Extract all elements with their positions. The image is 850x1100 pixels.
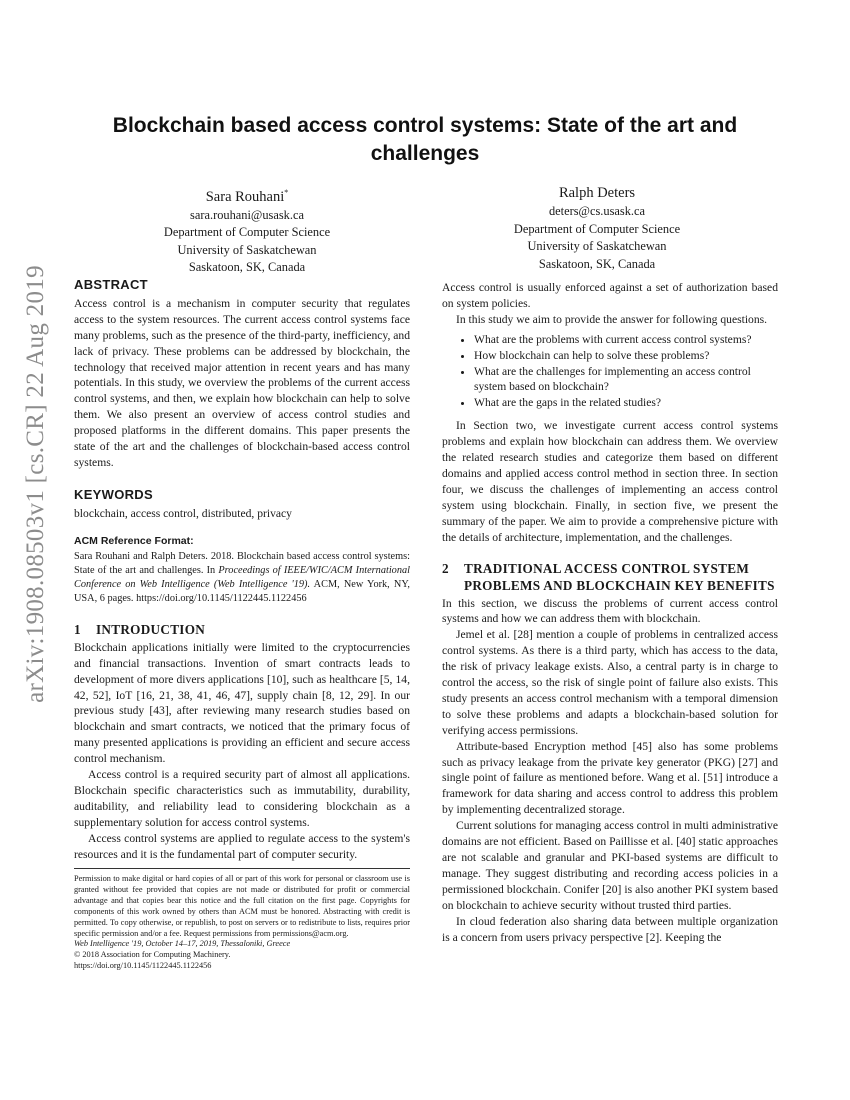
author-block-2 <box>467 183 727 273</box>
right-column <box>442 280 778 945</box>
section-title: INTRODUCTION <box>96 621 206 637</box>
author-name: Sara Rouhani* <box>205 188 289 205</box>
section2-paragraph: Attribute-based Encryption method [45] also has some problems such as privacy leakage from the private key generator (PKG) [27] and single point of failure as mentioned before. Wang et al. [51] introduce a framework for data sharing and access control to address this problem by implementing decentralized storage. <box>442 739 778 817</box>
arxiv-id: arXiv:1908.08503v1 [cs.CR] 22 Aug 2019 <box>22 265 49 703</box>
section-title: TRADITIONAL ACCESS CONTROL SYSTEM PROBLEMS AND BLOCKCHAIN KEY BENEFITS <box>464 560 775 593</box>
intro-heading <box>74 621 410 638</box>
author-location: Saskatoon, SK, Canada <box>188 260 306 275</box>
intro-paragraph: Access control systems are applied to regulate access to the system's resources and it is the fundamental part of computer security. <box>74 831 410 861</box>
section2-paragraph: In cloud federation also sharing data between multiple organization is a concern from users privacy perspective [2]. Keeping the <box>442 914 778 944</box>
keywords-heading: KEYWORDS <box>74 486 153 502</box>
doi: https://doi.org/10.1145/1122445.1122456 <box>74 961 212 971</box>
section2-paragraph: Current solutions for managing access control in multi administrative domains are not efficient. Based on Paillisse et al. [40] static approaches are not scalable and granular and PKI-based systems are difficult to manage. They suggest distributing and recording access policies in a permissioned blockchain. Conifer [20] is also another PKI system based on blockchain to achieve security without trusted third parties. <box>442 819 778 912</box>
list-item: • What are the problems with current access control systems? <box>474 332 778 348</box>
question-list <box>442 332 778 412</box>
section2-paragraph: Jemel et al. [28] mention a couple of problems in centralized access control systems. As there is a third party, which has access to the data, the risk of privacy leakage exists. Also, a central party is in charge to control the access, so the risk of single point of failure also exists. This study presents an access control mechanism with a temporal dimension to solve these problems and adapts a blockchain-based solution for verifying access permissions. <box>442 628 778 737</box>
list-item: • What are the challenges for implementing an access control system based on blockchain? <box>474 364 778 396</box>
author-email: deters@cs.usask.ca <box>548 204 646 218</box>
intro-paragraph: Access control is a required security part of almost all applications. Blockchain specific characteristics such as immutability, durability, auditability, and reliability lead to considering blockchain as a supplementary solution for access control systems. <box>74 768 410 829</box>
permission-notice: Permission to make digital or hard copies of all or part of this work for personal or classroom use is granted without fee provided that copies are not made or distributed for profit or commercial advantage and that copies bear this notice and the full citation on the first page. Copyrights for components of this work owned by others than ACM must be honored. Abstracting with credit is permitted. To copy otherwise, or republish, to post on servers or to redistribute to lists, requires prior specific permission and/or a fee. Request permissions from permissions@acm.org. <box>74 874 410 938</box>
arxiv-stamp <box>18 265 54 703</box>
author-univ: University of Saskatchewan <box>177 242 317 257</box>
acm-reference-text: Sara Rouhani and Ralph Deters. 2018. Blockchain based access control systems: State of the art and challenges. In Proceedings of IEEE/WIC/ACM International Conference on Web Intelligence (Web Intelligence '19). ACM, New York, NY, USA, 6 pages. https://doi.org/10.1145/1122445.1122456 <box>74 550 410 605</box>
intro-continued: Access control is usually enforced against a set of authorization based on system policies. <box>442 281 778 310</box>
author-dept: Department of Computer Science <box>163 225 331 240</box>
author-univ: University of Saskatchewan <box>527 239 667 253</box>
section-number: 2 <box>442 560 449 576</box>
section-number: 1 <box>74 621 81 637</box>
abstract-heading: ABSTRACT <box>74 277 148 292</box>
section2-heading <box>442 560 778 594</box>
author-dept: Department of Computer Science <box>513 221 681 236</box>
author-block-1 <box>117 183 377 277</box>
author-location: Saskatoon, SK, Canada <box>538 256 656 271</box>
paper-title: Blockchain based access control systems: State of the art and challenges <box>112 114 738 165</box>
questions-intro: In this study we aim to provide the answer for following questions. <box>456 312 768 326</box>
author-name: Ralph Deters <box>558 185 636 201</box>
acm-reference-heading: ACM Reference Format: <box>74 534 194 547</box>
paper-outline: In Section two, we investigate current access control systems problems and explain how blockchain can address them. We overview the related research studies and categorize them based on different domains and applied access control method in section three. In section four, we discuss the challenges of implementing an access control system using blockchain. Finally, in section five, we present the summary of the paper. We aim to provide a comprehensive picture with the details of architecture, implementation, and the challenges. <box>442 419 778 544</box>
author-email: sara.rouhani@usask.ca <box>190 207 304 222</box>
list-item: • What are the gaps in the related studies? <box>474 395 778 411</box>
copyright: © 2018 Association for Computing Machinery. <box>74 950 231 960</box>
section2-paragraph: In this section, we discuss the problems of current access control systems and how we can address them with blockchain. <box>442 596 778 626</box>
left-column <box>74 277 410 862</box>
keywords-text: blockchain, access control, distributed, privacy <box>74 506 292 520</box>
intro-paragraph: Blockchain applications initially were limited to the cryptocurrencies and financial transactions. Invention of smart contracts leads to development of more divers applications [10], such as healthcare [5, 14, 42, 52], IoT [16, 21, 38, 41, 46, 47], supply chain [8, 12, 29]. In our previous study [43], after reviewing many research studies based on blockchain and smart contracts, we noticed that the primary focus of many presented applications is providing an efficient and secure access control mechanism. <box>74 640 410 766</box>
copyright-footnote <box>74 868 410 972</box>
venue: Web Intelligence '19, October 14–17, 2019, Thessaloniki, Greece <box>74 939 291 949</box>
list-item: • How blockchain can help to solve these problems? <box>474 348 778 364</box>
author-mark: * <box>284 188 289 197</box>
abstract-text: Access control is a mechanism in computer security that regulates access to the system resources. The current access control systems face many problems, such as the presence of the third-party, inefficiency, and lack of privacy. These problems can be addressed by blockchain, the technology that received major attention in recent years and has many potentials. In this study, we overview the problems of the current access control systems, and then, we explain how blockchain can help to solve them. We also present an overview of access control studies and proposed platforms in the different domains. This paper presents the state of the art and the challenges of blockchain-based access control systems. <box>74 296 410 469</box>
